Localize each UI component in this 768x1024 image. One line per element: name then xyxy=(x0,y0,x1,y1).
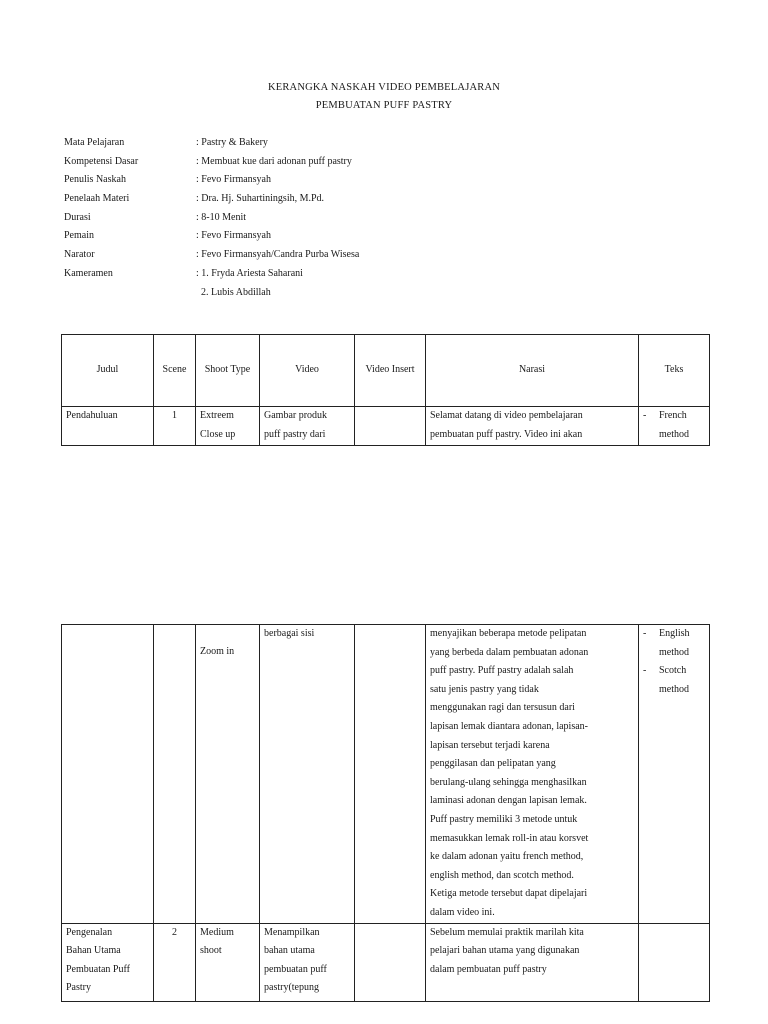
cell-line: Medium xyxy=(200,926,234,938)
list-item xyxy=(643,662,705,699)
cell-line: Scotch xyxy=(659,665,687,677)
metadata-label: Pemain xyxy=(64,230,94,242)
cell-video xyxy=(260,407,355,446)
cell-teks xyxy=(639,625,710,924)
header-teks: Teks xyxy=(639,335,710,407)
header-video: Video xyxy=(260,335,355,407)
cell-video-insert xyxy=(355,407,426,446)
cell-line: menggunakan ragi dan tersusun dari xyxy=(430,702,575,714)
metadata-row xyxy=(64,153,359,172)
cell-narasi xyxy=(426,923,639,1001)
cell-line: Selamat datang di video pembelajaran xyxy=(430,410,583,421)
cell-line: laminasi adonan dengan lapisan lemak. xyxy=(430,795,587,807)
bullet-dash: - xyxy=(643,628,647,639)
cell-line: Pastry xyxy=(66,982,91,994)
metadata-label: Narator xyxy=(64,249,95,261)
cell-line: pembuatan puff pastry. Video ini akan xyxy=(430,428,583,440)
script-table-page1 xyxy=(61,334,710,446)
cell-scene: 2 xyxy=(154,923,196,1001)
metadata-value: : 1. Fryda Ariesta Saharani xyxy=(196,267,303,279)
cell-scene: 1 xyxy=(154,407,196,446)
cell-line: shoot xyxy=(200,945,222,957)
cell-line: Sebelum memulai praktik marilah kita xyxy=(430,926,584,938)
list-item xyxy=(643,407,705,444)
cell-scene xyxy=(154,625,196,924)
cell-line: english method, dan scotch method. xyxy=(430,869,574,881)
cell-line: method xyxy=(659,428,689,440)
table-row xyxy=(62,407,710,446)
cell-line: penggilasan dan pelipatan yang xyxy=(430,758,556,770)
cell-line: method xyxy=(659,683,689,695)
metadata-value: : 8-10 Menit xyxy=(196,211,246,223)
cell-shoot-type xyxy=(196,625,260,924)
cell-line: Bahan Utama xyxy=(66,945,121,957)
header-shoot-type: Shoot Type xyxy=(196,335,260,407)
metadata-label: Durasi xyxy=(64,211,91,223)
metadata-value: : Pastry & Bakery xyxy=(196,137,268,148)
metadata-label: Mata Pelajaran xyxy=(64,137,125,148)
cell-line: Ketiga metode tersebut dapat dipelajari xyxy=(430,888,588,900)
metadata-value: : Fevo Firmansyah/Candra Purba Wisesa xyxy=(196,249,360,261)
cell-line: bahan utama xyxy=(264,945,315,957)
cell-line: Pembuatan Puff xyxy=(66,963,130,975)
script-table-page2 xyxy=(61,624,710,1002)
cell-line: method xyxy=(659,646,689,658)
cell-narasi xyxy=(426,407,639,446)
metadata-row xyxy=(64,171,359,190)
metadata-label: Kameramen xyxy=(64,267,113,279)
script-metadata xyxy=(64,134,359,302)
document-title-line1: KERANGKA NASKAH VIDEO PEMBELAJARAN xyxy=(267,82,501,93)
metadata-row xyxy=(64,227,359,246)
metadata-row xyxy=(64,190,359,209)
cell-line: pelajari bahan utama yang digunakan xyxy=(430,945,580,957)
cell-line: English xyxy=(659,628,690,639)
cell-line: French xyxy=(659,410,687,421)
cell-line: puff pastry dari xyxy=(264,428,326,440)
cell-line: dalam pembuatan puff pastry xyxy=(430,963,547,975)
metadata-row xyxy=(64,134,359,153)
cell-line: memasukkan lemak roll-in atau korsvet xyxy=(430,832,589,844)
cell-line: lapisan tersebut terjadi karena xyxy=(430,739,550,751)
header-scene: Scene xyxy=(154,335,196,407)
metadata-value: : Fevo Firmansyah xyxy=(196,174,271,186)
cell-narasi xyxy=(426,625,639,924)
metadata-row xyxy=(64,209,359,228)
cell-judul xyxy=(62,625,154,924)
metadata-row xyxy=(64,284,359,303)
metadata-value: : Dra. Hj. Suhartiningsih, M.Pd. xyxy=(196,193,325,205)
teks-list xyxy=(643,407,705,444)
cell-video xyxy=(260,923,355,1001)
cell-video-insert xyxy=(355,625,426,924)
metadata-row xyxy=(64,246,359,265)
header-judul: Judul xyxy=(62,335,154,407)
cell-line: yang berbeda dalam pembuatan adonan xyxy=(430,646,589,658)
cell-line: dalam video ini. xyxy=(430,906,495,918)
metadata-label: Penulis Naskah xyxy=(64,174,126,186)
table-row xyxy=(62,923,710,1001)
cell-line: ke dalam adonan yaitu french method, xyxy=(430,851,584,863)
table-header-row xyxy=(62,335,710,407)
cell-shoot-type xyxy=(196,923,260,1001)
bullet-dash: - xyxy=(643,665,647,677)
cell-line: menyajikan beberapa metode pelipatan xyxy=(430,628,587,639)
cell-judul: Pendahuluan xyxy=(62,407,154,446)
cell-video-insert xyxy=(355,923,426,1001)
cell-line: Extreem xyxy=(200,410,234,421)
cell-line: lapisan lemak diantara adonan, lapisan- xyxy=(430,720,588,732)
cell-shoot-type xyxy=(196,407,260,446)
document-title-line2: PEMBUATAN PUFF PASTRY xyxy=(315,100,453,111)
cell-line: Close up xyxy=(200,428,236,440)
bullet-dash: - xyxy=(643,410,647,421)
cell-line: pastry(tepung xyxy=(264,982,319,994)
header-video-insert: Video Insert xyxy=(355,335,426,407)
cell-line: Pengenalan xyxy=(66,926,113,938)
cell-line: puff pastry. Puff pastry adalah salah xyxy=(430,665,574,677)
cell-line: berulang-ulang sehingga menghasilkan xyxy=(430,776,587,788)
cell-line: Zoom in xyxy=(200,646,235,657)
metadata-label: Penelaah Materi xyxy=(64,193,130,205)
cell-line: berbagai sisi xyxy=(264,628,315,639)
cell-teks xyxy=(639,407,710,446)
cell-line: Puff pastry memiliki 3 metode untuk xyxy=(430,813,578,825)
metadata-row xyxy=(64,265,359,284)
cell-line: Gambar produk xyxy=(264,410,328,421)
table-row xyxy=(62,625,710,924)
cell-video xyxy=(260,625,355,924)
cell-teks xyxy=(639,923,710,1001)
cell-line: satu jenis pastry yang tidak xyxy=(430,683,539,695)
metadata-value: : Fevo Firmansyah xyxy=(196,230,271,242)
metadata-value: 2. Lubis Abdillah xyxy=(196,286,271,298)
cell-line: Menampilkan xyxy=(264,926,320,938)
metadata-label: Kompetensi Dasar xyxy=(64,155,139,167)
cell-judul xyxy=(62,923,154,1001)
header-narasi: Narasi xyxy=(426,335,639,407)
metadata-value: : Membuat kue dari adonan puff pastry xyxy=(196,155,352,167)
list-item xyxy=(643,625,705,662)
teks-list xyxy=(643,625,705,699)
cell-line: pembuatan puff xyxy=(264,963,327,975)
